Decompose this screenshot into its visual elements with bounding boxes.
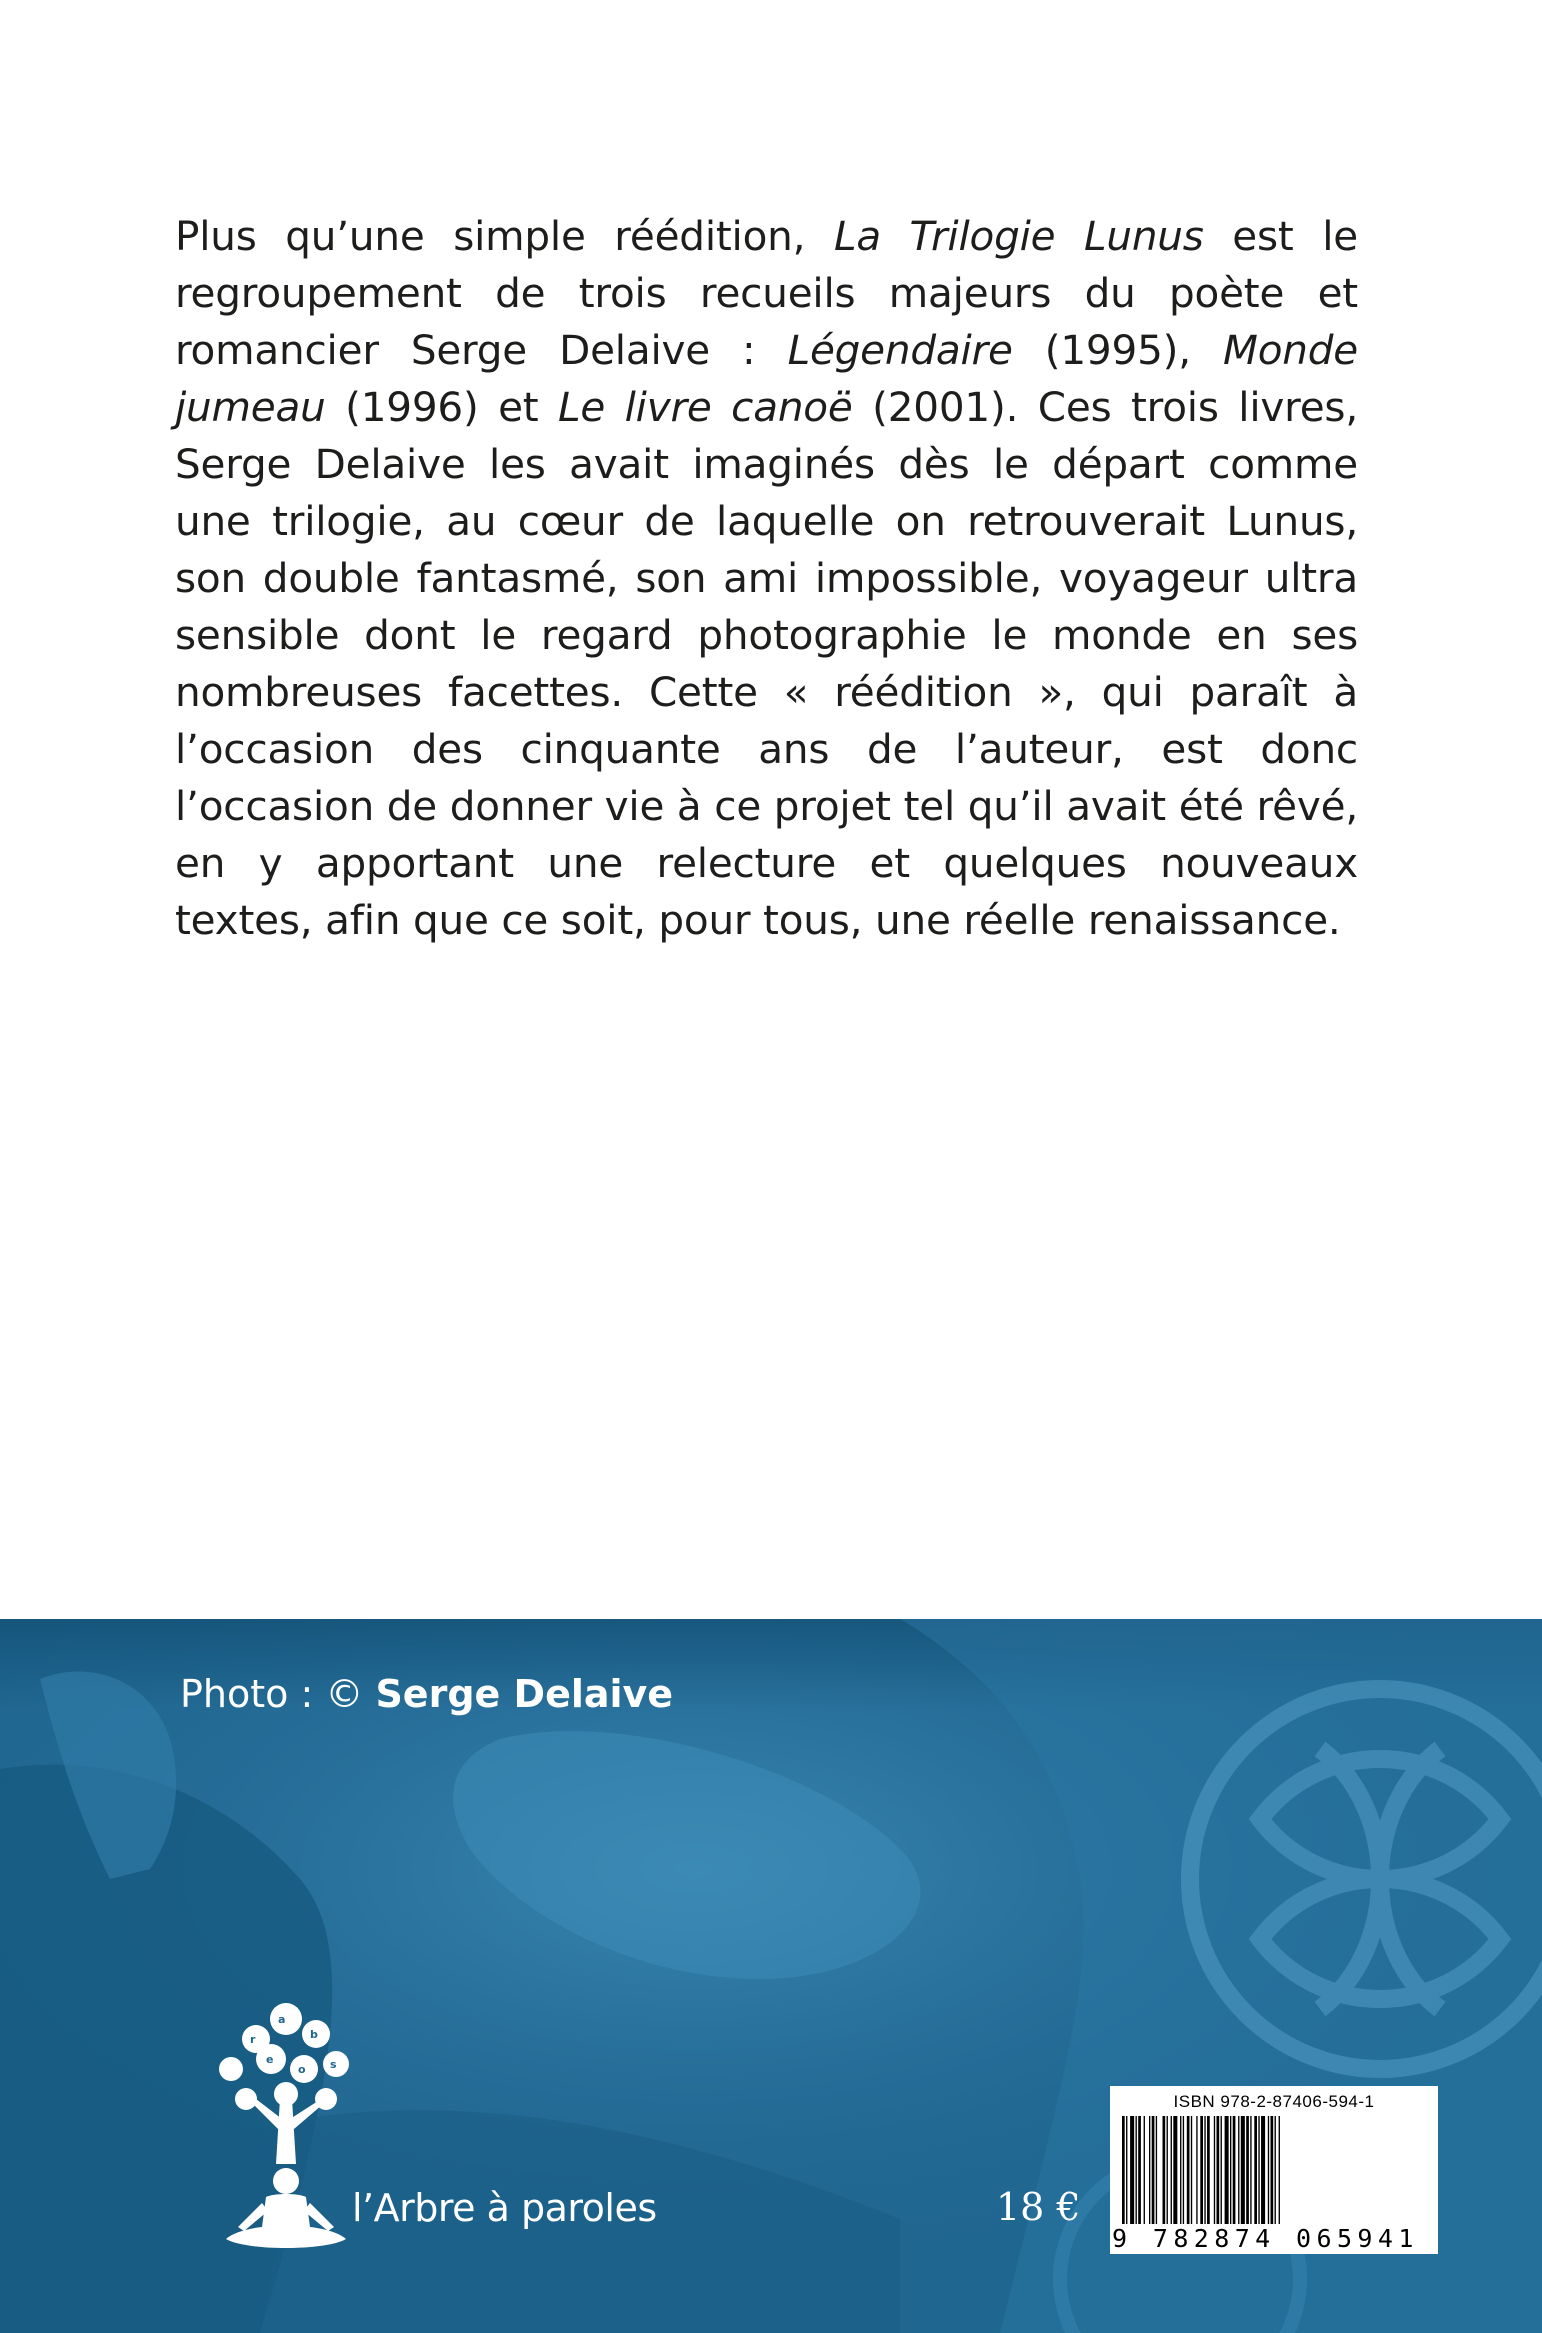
barcode-bar (1136, 2116, 1137, 2224)
svg-text:r: r (250, 2033, 256, 2046)
blurb-book-title: Légendaire (787, 326, 1013, 374)
barcode-bar (1268, 2116, 1269, 2224)
barcode-bar (1225, 2116, 1229, 2224)
photo-credit-name: Serge Delaive (375, 1672, 674, 1716)
barcode-bar (1187, 2116, 1190, 2224)
barcode-bar (1130, 2116, 1134, 2224)
barcode-bar (1258, 2116, 1259, 2224)
barcode-bar (1214, 2116, 1215, 2224)
barcode-bars (1120, 2116, 1428, 2224)
blurb-segment: (1996) et (325, 383, 558, 431)
barcode-bar (1173, 2116, 1177, 2224)
publisher-name: l’Arbre à paroles (352, 2186, 657, 2230)
photo-band (0, 1619, 1542, 2333)
photo-credit-prefix: Photo : © (180, 1672, 376, 1716)
barcode-bar (1241, 2116, 1245, 2224)
barcode-bar (1207, 2116, 1210, 2224)
barcode-bar (1246, 2116, 1249, 2224)
isbn-barcode (1110, 2086, 1438, 2254)
barcode-bar (1233, 2116, 1236, 2224)
barcode-bar (1271, 2116, 1274, 2224)
barcode-bar (1238, 2116, 1239, 2224)
barcode-bar (1217, 2116, 1220, 2224)
barcode-bar (1156, 2116, 1157, 2224)
photo-credit (180, 1672, 673, 1716)
barcode-bar (1261, 2116, 1265, 2224)
blurb-book-title: Le livre canoë (558, 383, 853, 431)
barcode-bar (1279, 2116, 1280, 2224)
svg-text:a: a (278, 2013, 286, 2026)
blurb-segment: (1995), (1012, 326, 1223, 374)
barcode-bar (1221, 2116, 1222, 2224)
barcode-bar (1230, 2116, 1231, 2224)
blurb-book-title: Monde jumeau (175, 326, 1358, 431)
barcode-bar (1254, 2116, 1257, 2224)
barcode-bar (1250, 2116, 1251, 2224)
barcode-bar (1204, 2116, 1205, 2224)
blurb-segment: est le regroupement de trois recueils majeurs du poète et romancier Serge Delaive : (175, 212, 1358, 374)
barcode-bar (1126, 2116, 1127, 2224)
barcode-bar (1152, 2116, 1155, 2224)
barcode-bar (1196, 2116, 1197, 2224)
barcode-bar (1144, 2116, 1145, 2224)
barcode-bar (1171, 2116, 1172, 2224)
svg-text:b: b (310, 2028, 318, 2041)
blurb-text (175, 208, 1358, 949)
blurb-segment: (2001). Ces trois livres, Serge Delaive les avait imaginés dès le départ comme une trilogie, au cœur de laquelle on retrouverait Lunus, son double fantasmé, son ami impossible, voyageur ultra sensible dont le regard photographie le monde en ses nombreuses facettes. Cette « réédition », qui paraît à l’occasion des cinquante ans de l’auteur, est donc l’occasion de donner vie à ce projet tel qu’il avait été rêvé, en y apportant une relecture et quelques nouveaux textes, afin que ce soit, pour tous, une réelle renaissance. (175, 383, 1359, 944)
isbn-label: ISBN 978-2-87406-594-1 (1173, 2092, 1375, 2111)
barcode-bar (1149, 2116, 1150, 2224)
barcode-bar (1122, 2116, 1125, 2224)
svg-text:o: o (298, 2063, 306, 2076)
price: 18 € (996, 2185, 1081, 2229)
barcode-bar (1167, 2116, 1168, 2224)
barcode-bar (1163, 2116, 1166, 2224)
barcode-bar (1183, 2116, 1184, 2224)
barcode-bar (1180, 2116, 1181, 2224)
barcode-bar (1138, 2116, 1141, 2224)
blurb-segment: Plus qu’une simple réédition, (175, 212, 834, 260)
barcode-bar (1200, 2116, 1203, 2224)
svg-text:e: e (266, 2053, 274, 2066)
isbn-digits: 9 782874 065941 (1112, 2224, 1419, 2253)
blurb-title-work: La Trilogie Lunus (833, 212, 1204, 260)
barcode-bar (1275, 2116, 1276, 2224)
svg-text:s: s (330, 2058, 337, 2071)
barcode-bar (1191, 2116, 1192, 2224)
